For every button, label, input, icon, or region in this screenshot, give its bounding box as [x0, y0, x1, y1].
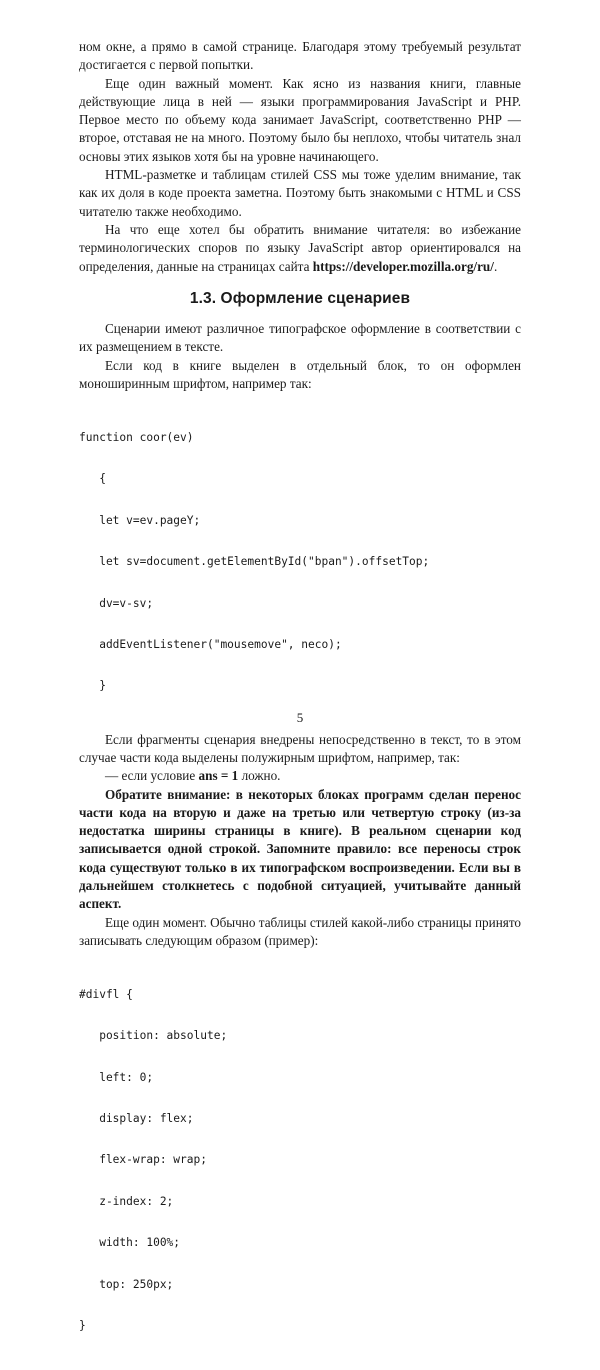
- code-line: addEventListener("mousemove", neco);: [79, 637, 342, 651]
- code-line: let v=ev.pageY;: [79, 513, 201, 527]
- code-block-css: [79, 960, 521, 1360]
- code-line: flex-wrap: wrap;: [79, 1153, 207, 1167]
- paragraph-monospace: Если код в книге выделен в отдельный блок, то он оформлен моноширинным шрифтом, например так:: [79, 357, 521, 392]
- code-line: }: [79, 679, 106, 693]
- code-line: dv=v-sv;: [79, 596, 154, 610]
- code-line: left: 0;: [79, 1070, 154, 1084]
- paragraph-continuation: ном окне, а прямо в самой странице. Благодаря этому требуемый результат достигается с первой попытки.: [79, 39, 521, 73]
- code-line: width: 100%;: [79, 1236, 181, 1250]
- text-column: [79, 38, 521, 1370]
- code-line: #divfl {: [79, 987, 133, 1001]
- code-line: let sv=document.getElementById("bpan").offsetTop;: [79, 555, 430, 569]
- terminology-end: .: [493, 258, 498, 274]
- paragraph-terminology: [79, 221, 521, 276]
- code-block-js: [79, 403, 521, 720]
- paragraph-languages: Еще один важный момент. Как ясно из названия книги, главные действующие лица в ней — языки программирования JavaScript и PHP. Первое место по объему кода занимает JavaScript, соответственно PHP — второе, отставая не на много. Поэтому было бы неплохо, чтобы читатель знал основы этих языков хотя бы на уровне начинающего.: [79, 75, 521, 164]
- mozilla-url: https://developer.mozilla.org/ru/: [312, 258, 494, 274]
- paragraph-warning: Обратите внимание: в некоторых блоках программ сделан перенос части кода на вторую и даже на третью или четвертую строку (из-за недостатка ширины страницы в книге). В реальном сценарии код записывается одной строкой. Запомните правило: все переносы строк кода существуют только в их типографском воспроизведении. Если вы в дальнейшем столкнетесь с подобной ситуацией, учитывайте данный аспект.: [79, 786, 521, 912]
- paragraph-html-css: HTML-разметке и таблицам стилей CSS мы тоже уделим внимание, так как их доля в коде проекта заметна. Поэтому быть знакомыми с HTML и CSS читателю также необходимо.: [79, 167, 521, 219]
- code-line: {: [79, 472, 106, 486]
- code-line: display: flex;: [79, 1112, 194, 1125]
- page-number: 5: [296, 710, 304, 725]
- paragraph-inline-code: Если фрагменты сценария внедрены непосредственно в текст, то в этом случае части кода выделены полужирным шрифтом, например, так:: [79, 731, 521, 765]
- example-line: [79, 767, 521, 785]
- code-line: function coor(ev): [79, 430, 194, 444]
- code-line: position: absolute;: [79, 1029, 228, 1043]
- paragraph-stylesheets: Еще один момент. Обычно таблицы стилей какой-либо страницы принято записывать следующим образом (пример):: [79, 914, 521, 948]
- code-line: top: 250px;: [79, 1277, 174, 1291]
- paragraph-scenarios: Сценарии имеют различное типографское оформление в соответствии с их размещением в тексте.: [79, 321, 521, 355]
- code-line: }: [79, 1318, 86, 1332]
- section-heading: 1.3. Оформление сценариев: [189, 289, 411, 307]
- example-prefix: — если условие: [105, 768, 199, 784]
- code-line: z-index: 2;: [79, 1194, 174, 1208]
- terminology-text: На что еще хотел бы обратить внимание читателя: во избежание терминологических споров по языку JavaScript автор ориентировался на определения, данные на страницах сайта: [79, 221, 521, 274]
- example-suffix: ложно.: [238, 768, 281, 784]
- example-code: ans = 1: [198, 768, 239, 784]
